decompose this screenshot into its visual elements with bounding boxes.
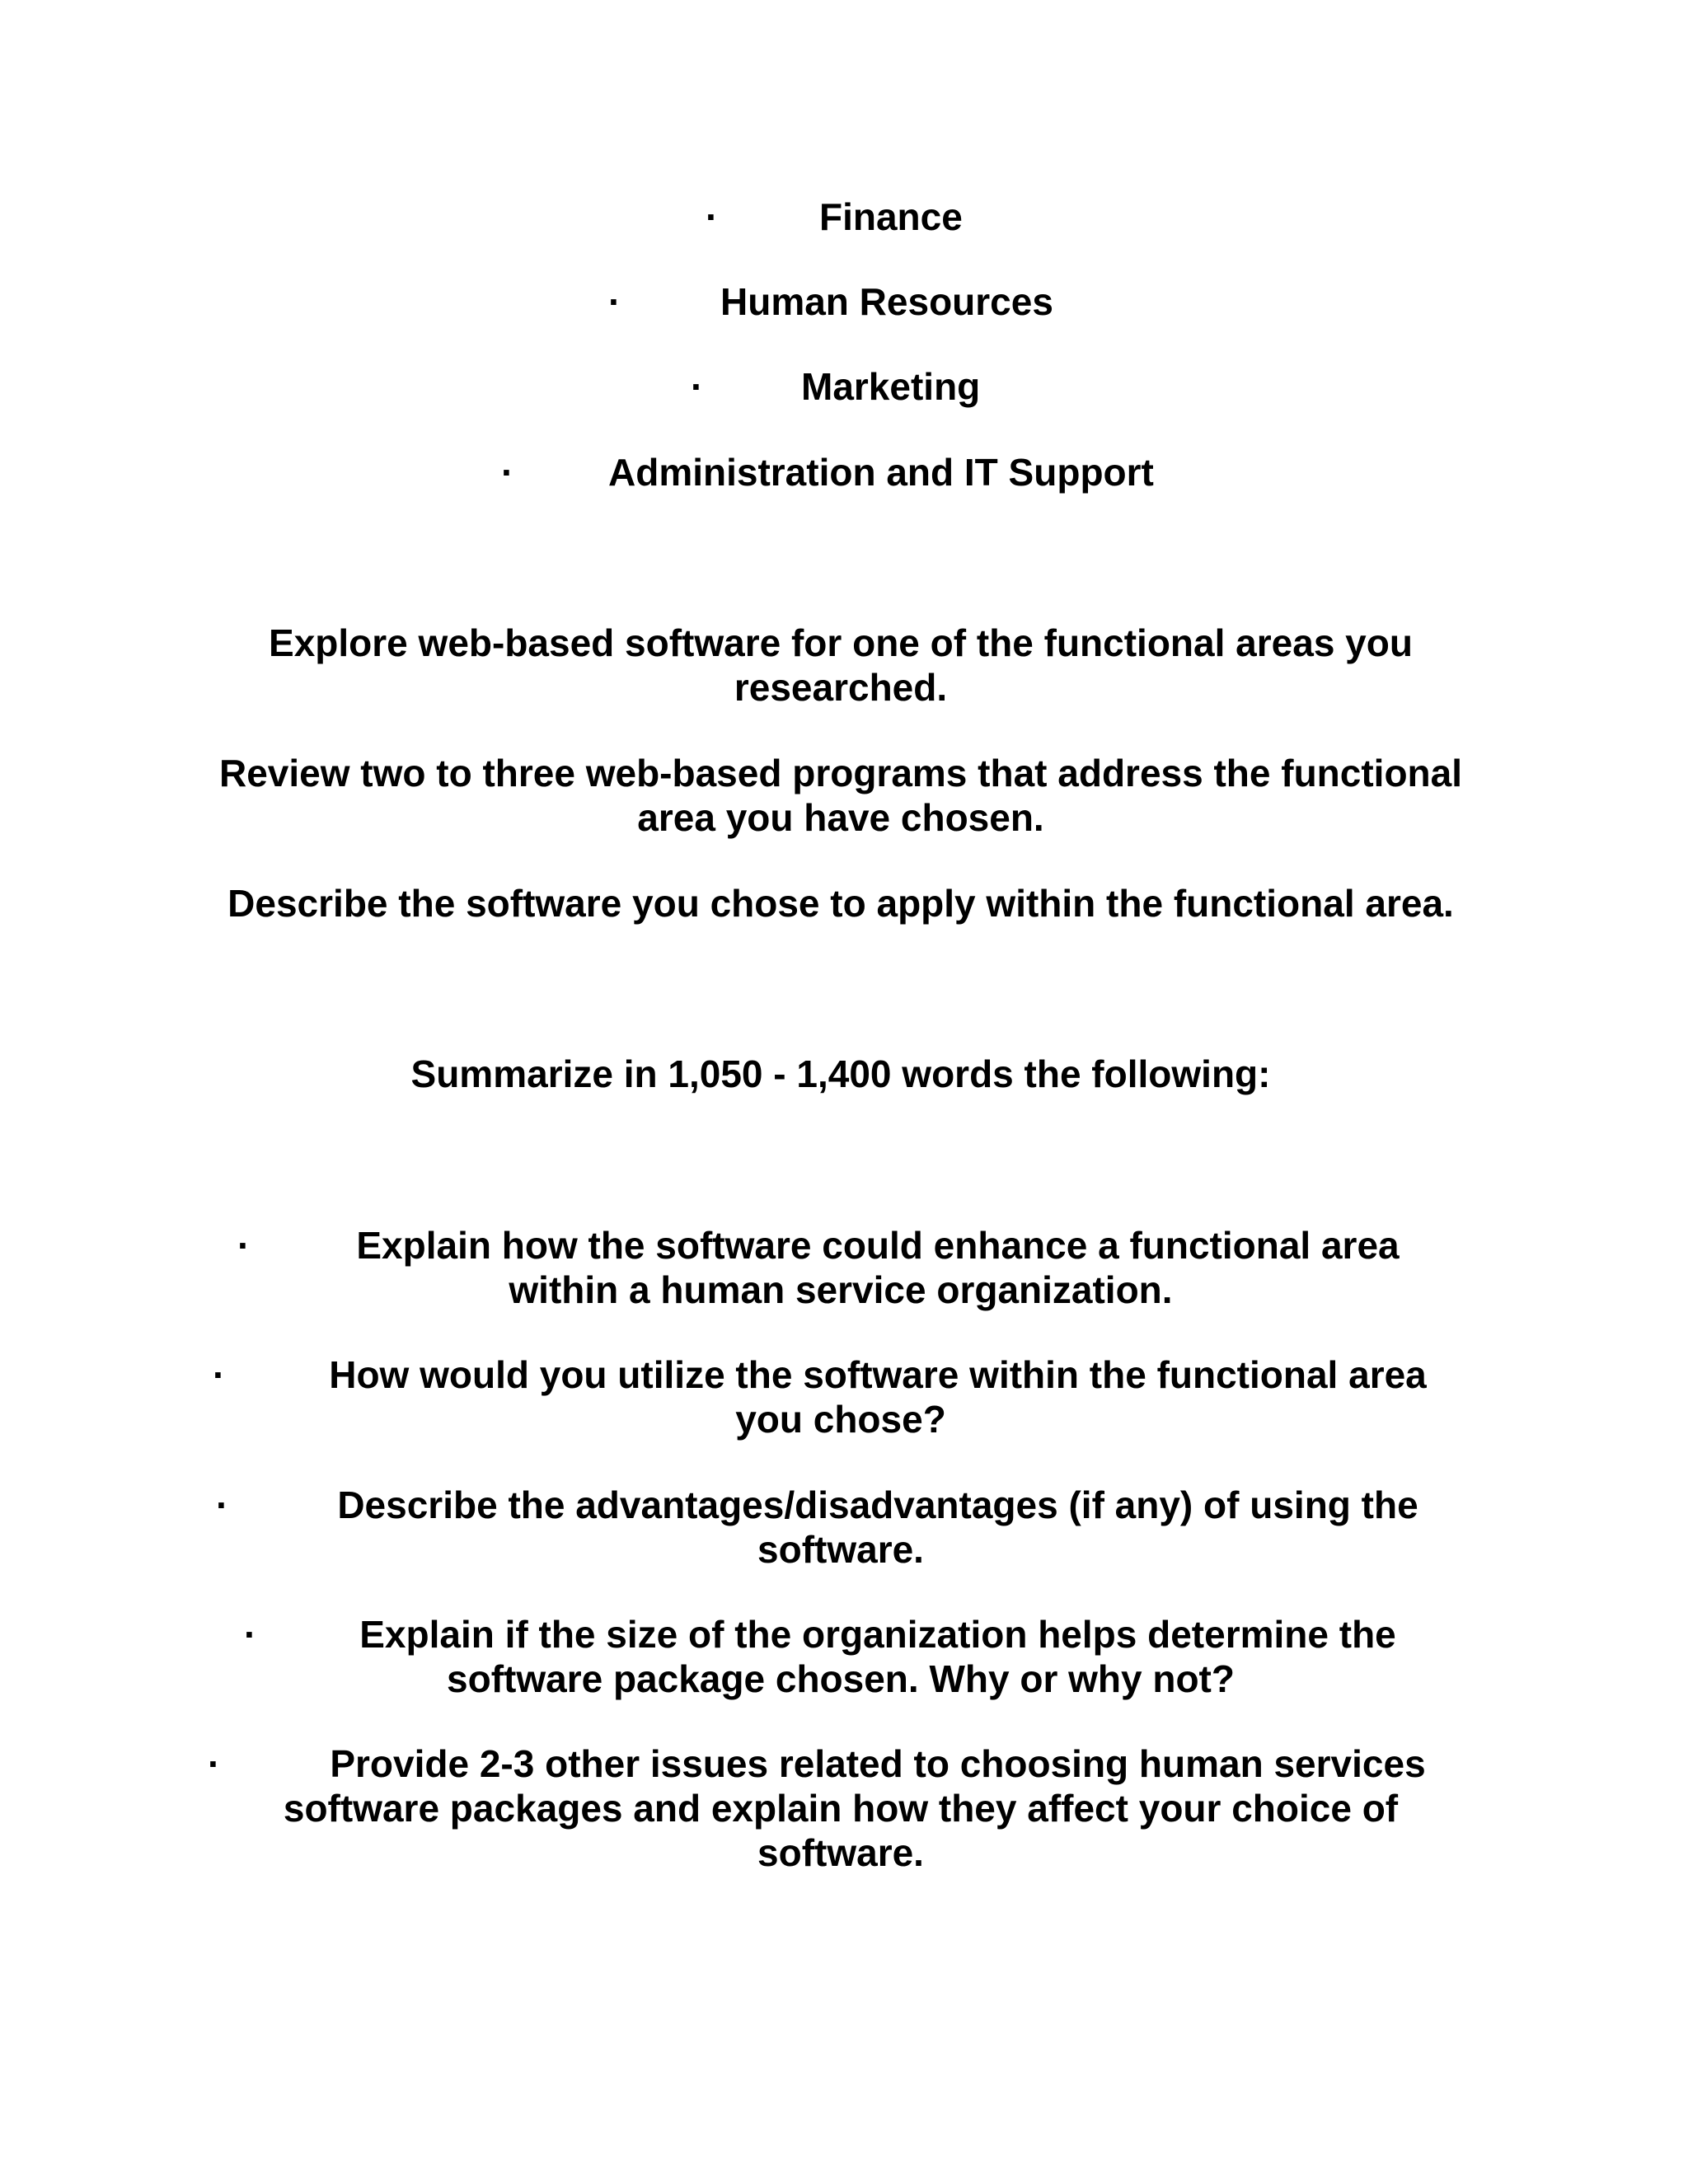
area-finance: Finance	[819, 195, 963, 238]
instruction-explore-line-2: researched.	[734, 666, 948, 709]
instruction-review-line-1: Review two to three web-based programs that address the functional	[218, 752, 1463, 794]
question-line: How would you utilize the software within the functional area	[329, 1353, 1427, 1396]
question-line: Explain if the size of the organization helps determine the	[359, 1613, 1396, 1656]
bullet-icon: ·	[244, 1613, 257, 1656]
question-line: Explain how the software could enhance a functional area	[356, 1224, 1400, 1267]
instruction-explore	[148, 621, 1533, 710]
bullet-icon: ·	[501, 451, 514, 494]
bullet-icon: ·	[208, 1742, 221, 1785]
bullet-icon: ·	[216, 1483, 229, 1526]
area-administration-it: Administration and IT Support	[608, 451, 1154, 494]
bullet-icon: ·	[213, 1353, 226, 1396]
question-line: Describe the advantages/disadvantages (if any) of using the	[337, 1483, 1418, 1526]
area-marketing: Marketing	[801, 365, 981, 408]
bullet-icon: ·	[608, 280, 621, 323]
question-item	[148, 1483, 1533, 1572]
area-human-resources: Human Resources	[720, 280, 1053, 323]
question-line: software package chosen. Why or why not?	[447, 1657, 1235, 1700]
summary-heading: Summarize in 1,050 - 1,400 words the following:	[410, 1052, 1271, 1095]
question-item	[148, 1352, 1533, 1441]
bullet-icon: ·	[237, 1224, 251, 1267]
question-item	[148, 1612, 1533, 1701]
question-line: within a human service organization.	[509, 1268, 1173, 1311]
bullet-icon: ·	[706, 195, 719, 238]
instruction-review	[148, 751, 1533, 840]
question-line: you chose?	[735, 1398, 946, 1441]
instruction-explore-line-1: Explore web-based software for one of the functional areas you	[269, 621, 1413, 664]
question-item	[148, 1741, 1533, 1875]
question-line: software packages and explain how they affect your choice of	[283, 1787, 1399, 1830]
question-line: Provide 2-3 other issues related to choosing human services	[330, 1742, 1426, 1785]
question-line: software.	[757, 1528, 924, 1571]
question-item	[148, 1223, 1533, 1312]
question-line: software.	[757, 1831, 924, 1874]
instruction-describe: Describe the software you chose to apply within the functional area.	[227, 882, 1454, 925]
instruction-review-line-2: area you have chosen.	[637, 796, 1044, 839]
bullet-icon: ·	[691, 365, 704, 408]
